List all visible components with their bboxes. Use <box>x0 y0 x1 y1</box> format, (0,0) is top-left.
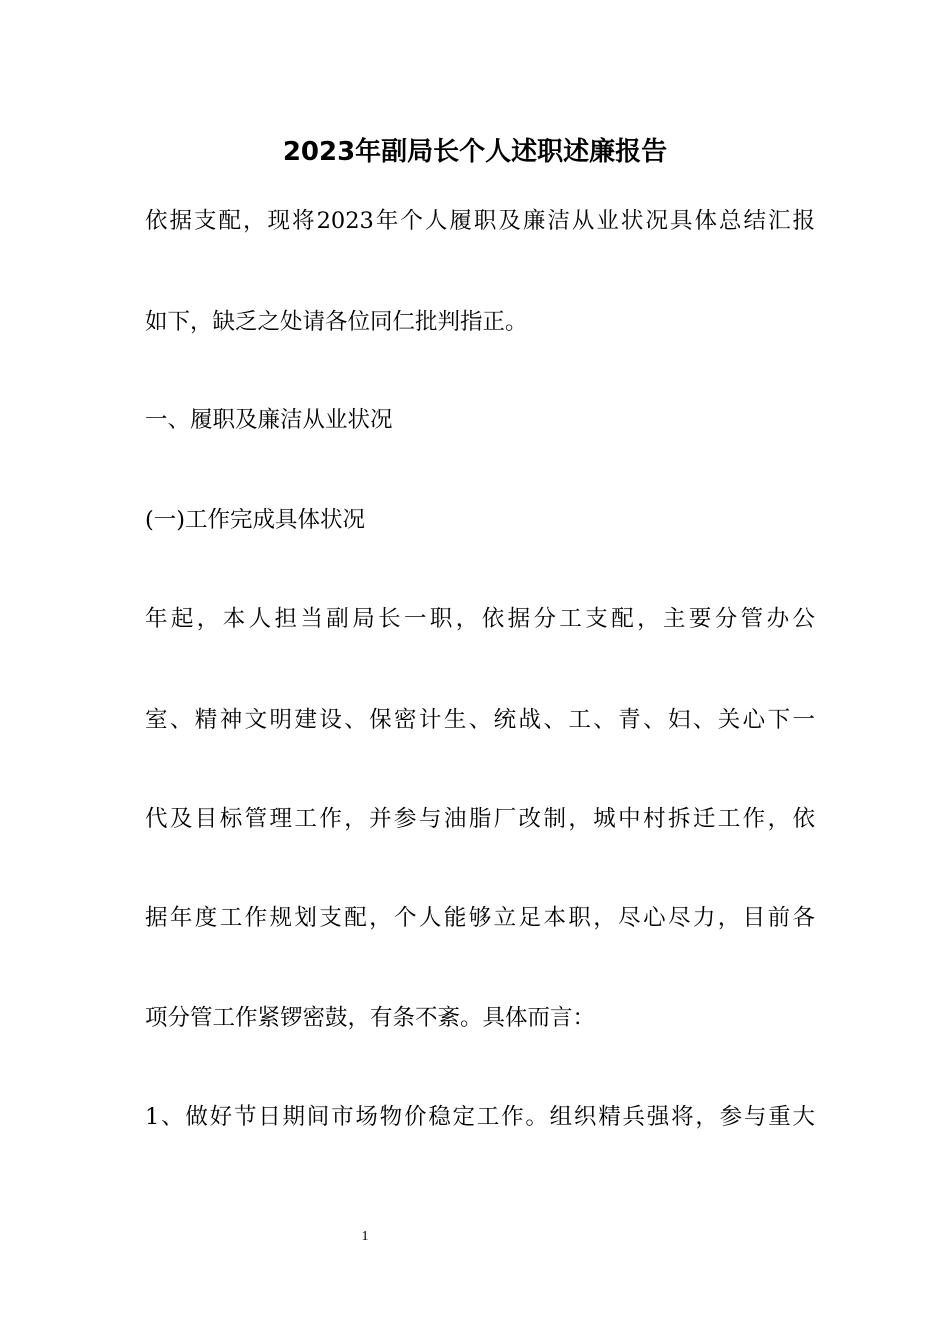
subsection-heading: (一)工作完成具体状况 <box>145 507 366 533</box>
section-heading: 一、履职及廉洁从业状况 <box>145 407 393 433</box>
paragraph-line: 室、精神文明建设、保密计生、统战、工、青、妇、关心下一 <box>145 707 815 733</box>
page-number: 1 <box>361 1229 369 1244</box>
paragraph-line: 项分管工作紧锣密鼓，有条不紊。具体而言： <box>145 1005 596 1031</box>
paragraph-line: 依据支配，现将2023年个人履职及廉洁从业状况具体总结汇报 <box>145 208 815 234</box>
document-title: 2023年副局长个人述职述廉报告 <box>282 137 668 167</box>
paragraph-line: 1、做好节日期间市场物价稳定工作。组织精兵强将，参与重大 <box>145 1104 815 1130</box>
paragraph-line: 年起，本人担当副局长一职，依据分工支配，主要分管办公 <box>145 606 815 632</box>
paragraph-line: 代及目标管理工作，并参与油脂厂改制，城中村拆迁工作，依 <box>145 806 815 832</box>
paragraph-line: 如下，缺乏之处请各位同仁批判指正。 <box>145 309 528 335</box>
paragraph-line: 据年度工作规划支配，个人能够立足本职，尽心尽力，目前各 <box>145 905 815 931</box>
